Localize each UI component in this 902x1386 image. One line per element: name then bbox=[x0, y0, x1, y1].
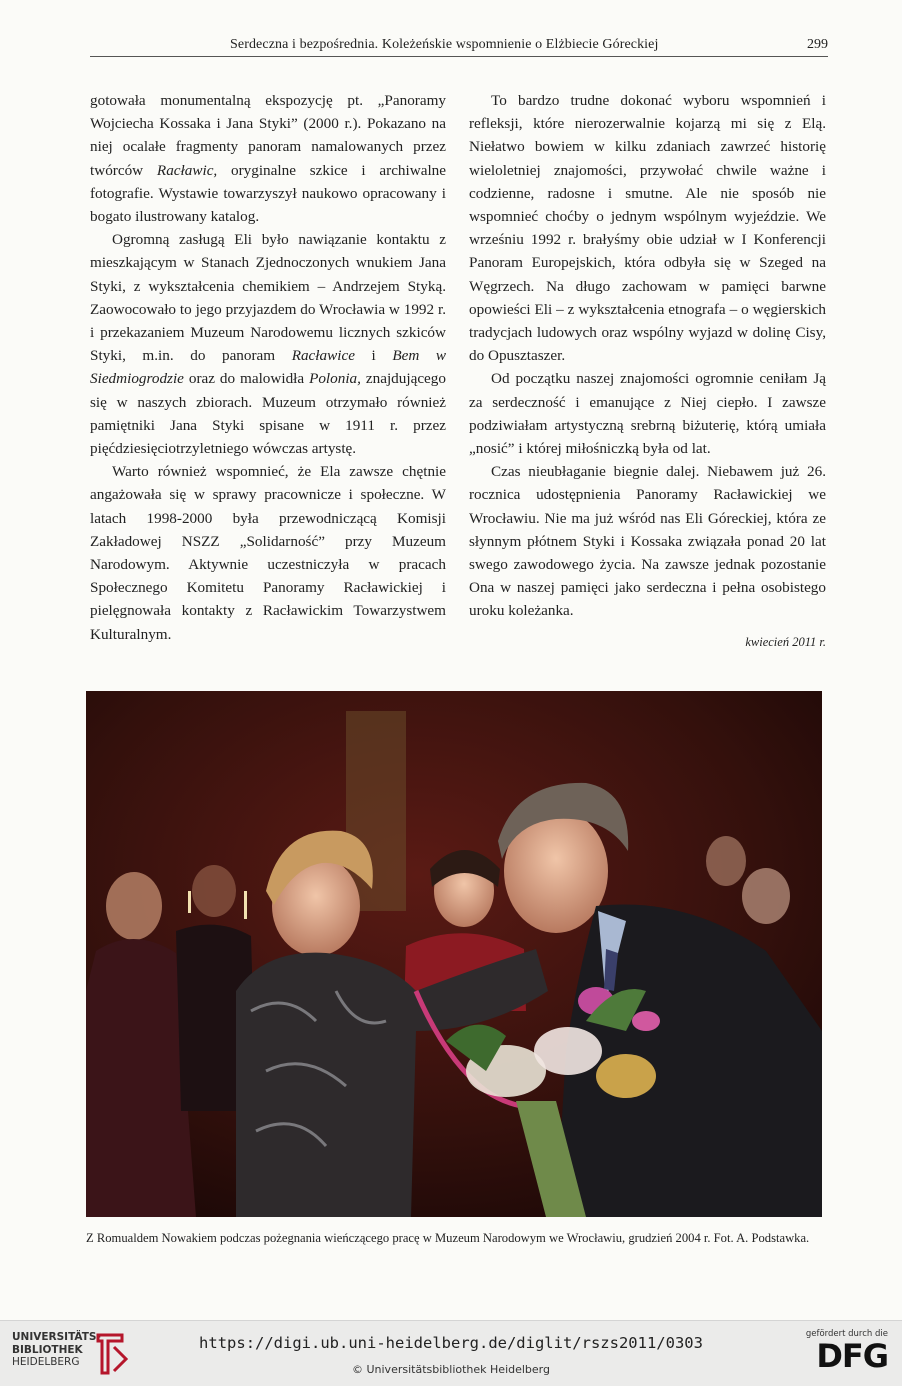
permalink-url[interactable]: https://digi.ub.uni-heidelberg.de/diglit/rszs2011/0303 bbox=[199, 1334, 703, 1352]
right-column bbox=[469, 89, 826, 654]
funder-logo-text: DFG bbox=[816, 1337, 888, 1375]
funder-label: gefördert durch die bbox=[805, 1329, 888, 1339]
photo-caption: Z Romualdem Nowakiem podczas pożegnania wieńczącego pracę w Muzeum Narodowym we Wrocławiu, grudzień 2004 r. Fot. A. Podstawka. bbox=[86, 1231, 810, 1245]
dfg-logo[interactable] bbox=[800, 1329, 888, 1379]
title-polonia: Polonia, bbox=[309, 370, 361, 388]
left-p1-rest: oryginalne szkice i archiwalne fotografie. Wystawie towarzyszył naukowo opracowany i bogato ilustrowany katalog. bbox=[90, 161, 447, 226]
left-p2-a: Ogromną zasługą Eli było nawiązanie kontaktu z mieszkającym w Stanach Zjednoczonych wnukiem Jana Styki, z wykształcenia chemikiem – Andrzejem Styką. Zaowocowało to jego przyjazdem do Wrocławia w 1992 r. i przekazaniem Muzeum Narodowemu licznych szkiców Styki, m.in. do panoram bbox=[90, 231, 446, 365]
left-p2-b: i bbox=[371, 347, 376, 365]
date-line: kwiecień 2011 r. bbox=[745, 634, 826, 649]
running-header-title: Serdeczna i bezpośrednia. Koleżeńskie wspomnienie o Elżbiecie Góreckiej bbox=[230, 37, 659, 52]
library-line-1: UNIVERSITÄTS- bbox=[12, 1331, 101, 1343]
left-p2-d: znajdującego się w naszych zbiorach. Muzeum otrzymało również pamiętniki Jana Styki spisane w 1911 r. przez pięćdziesięciotrzyletniego wówczas artystę. bbox=[90, 370, 446, 458]
right-paragraph-3: Czas nieubłaganie biegnie dalej. Niebawem już 26. rocznica udostępnienia Panoramy Racławickiej we Wrocławiu. Nie ma już wśród nas Eli Góreckiej, która ze słynnym płótnem Styki i Kossaka związała ponad 20 lat swego zawodowego życia. Na zawsze jednak pozostanie Ona w naszej pamięci jako serdeczna i pełna osobistego uroku koleżanka. bbox=[469, 463, 826, 620]
left-p2-c: oraz do malowidła bbox=[188, 370, 305, 388]
left-p1-text: gotowała monumentalną ekspozycję pt. „Panoramy Wojciecha Kossaka i Jana Styki” (2000 r.). Pokazano na niej ocalałe fragmenty panoram namalowanych przez twórców bbox=[90, 92, 446, 179]
running-header bbox=[90, 36, 828, 57]
right-paragraph-2: Od początku naszej znajomości ogromnie ceniłam Ją za serdeczność i emanujące z Niej ciepło. I zawsze podziwiałam artystyczną srebrną biżuterię, którą umiała „nosić” i której miłośniczką była od lat. bbox=[469, 370, 826, 458]
footer-bar bbox=[0, 1320, 902, 1386]
title-raclawic: Racławic, bbox=[156, 161, 218, 179]
library-line-2: BIBLIOTHEK bbox=[12, 1343, 83, 1356]
copyright-notice: © Universitätsbibliothek Heidelberg bbox=[351, 1363, 550, 1376]
left-paragraph-2 bbox=[90, 228, 446, 460]
event-photo bbox=[86, 691, 822, 1217]
left-paragraph-1 bbox=[90, 89, 446, 228]
page-number: 299 bbox=[807, 37, 828, 52]
title-raclawice: Racławice bbox=[291, 347, 355, 365]
right-paragraph-1: To bardzo trudne dokonać wyboru wspomnień i refleksji, które nierozerwalnie kojarzą mi się z Elą. Niełatwo bowiem w kilku zdaniach zawrzeć historię wieloletniej znajomości, przywołać chwile ważne i codzienne, radosne i smutne. Ale nie sposób nie wspomnieć choćby o jednym wspólnym wyjeździe. We wrześniu 1992 r. brałyśmy obie udział w I Konferencji Panoram Europejskich, która odbyła się w Szeged na Węgrzech. Na długo zachowam w pamięci barwne opowieści Eli – z wykształcenia etnografa – o węgierskich tradycjach ludowych oraz wspólny wyjazd w dolinę Cisy, do Opusztaszer. bbox=[469, 92, 826, 365]
left-column bbox=[90, 89, 446, 646]
library-line-3: HEIDELBERG bbox=[12, 1356, 80, 1368]
title-bem: Bem w Siedmiogrodzie bbox=[90, 347, 447, 388]
left-paragraph-3: Warto również wspomnieć, że Ela zawsze chętnie angażowała się w sprawy pracownicze i społeczne. W latach 1998-2000 była przewodniczącą Komisji Zakładowej NSZZ „Solidarność” przy Muzeum Narodowym. Aktywnie uczestniczyła w pracach Społecznego Komitetu Panoramy Racławickiej i pielęgnowała kontakty z Racławickim Towarzystwem Kulturalnym. bbox=[90, 463, 446, 643]
